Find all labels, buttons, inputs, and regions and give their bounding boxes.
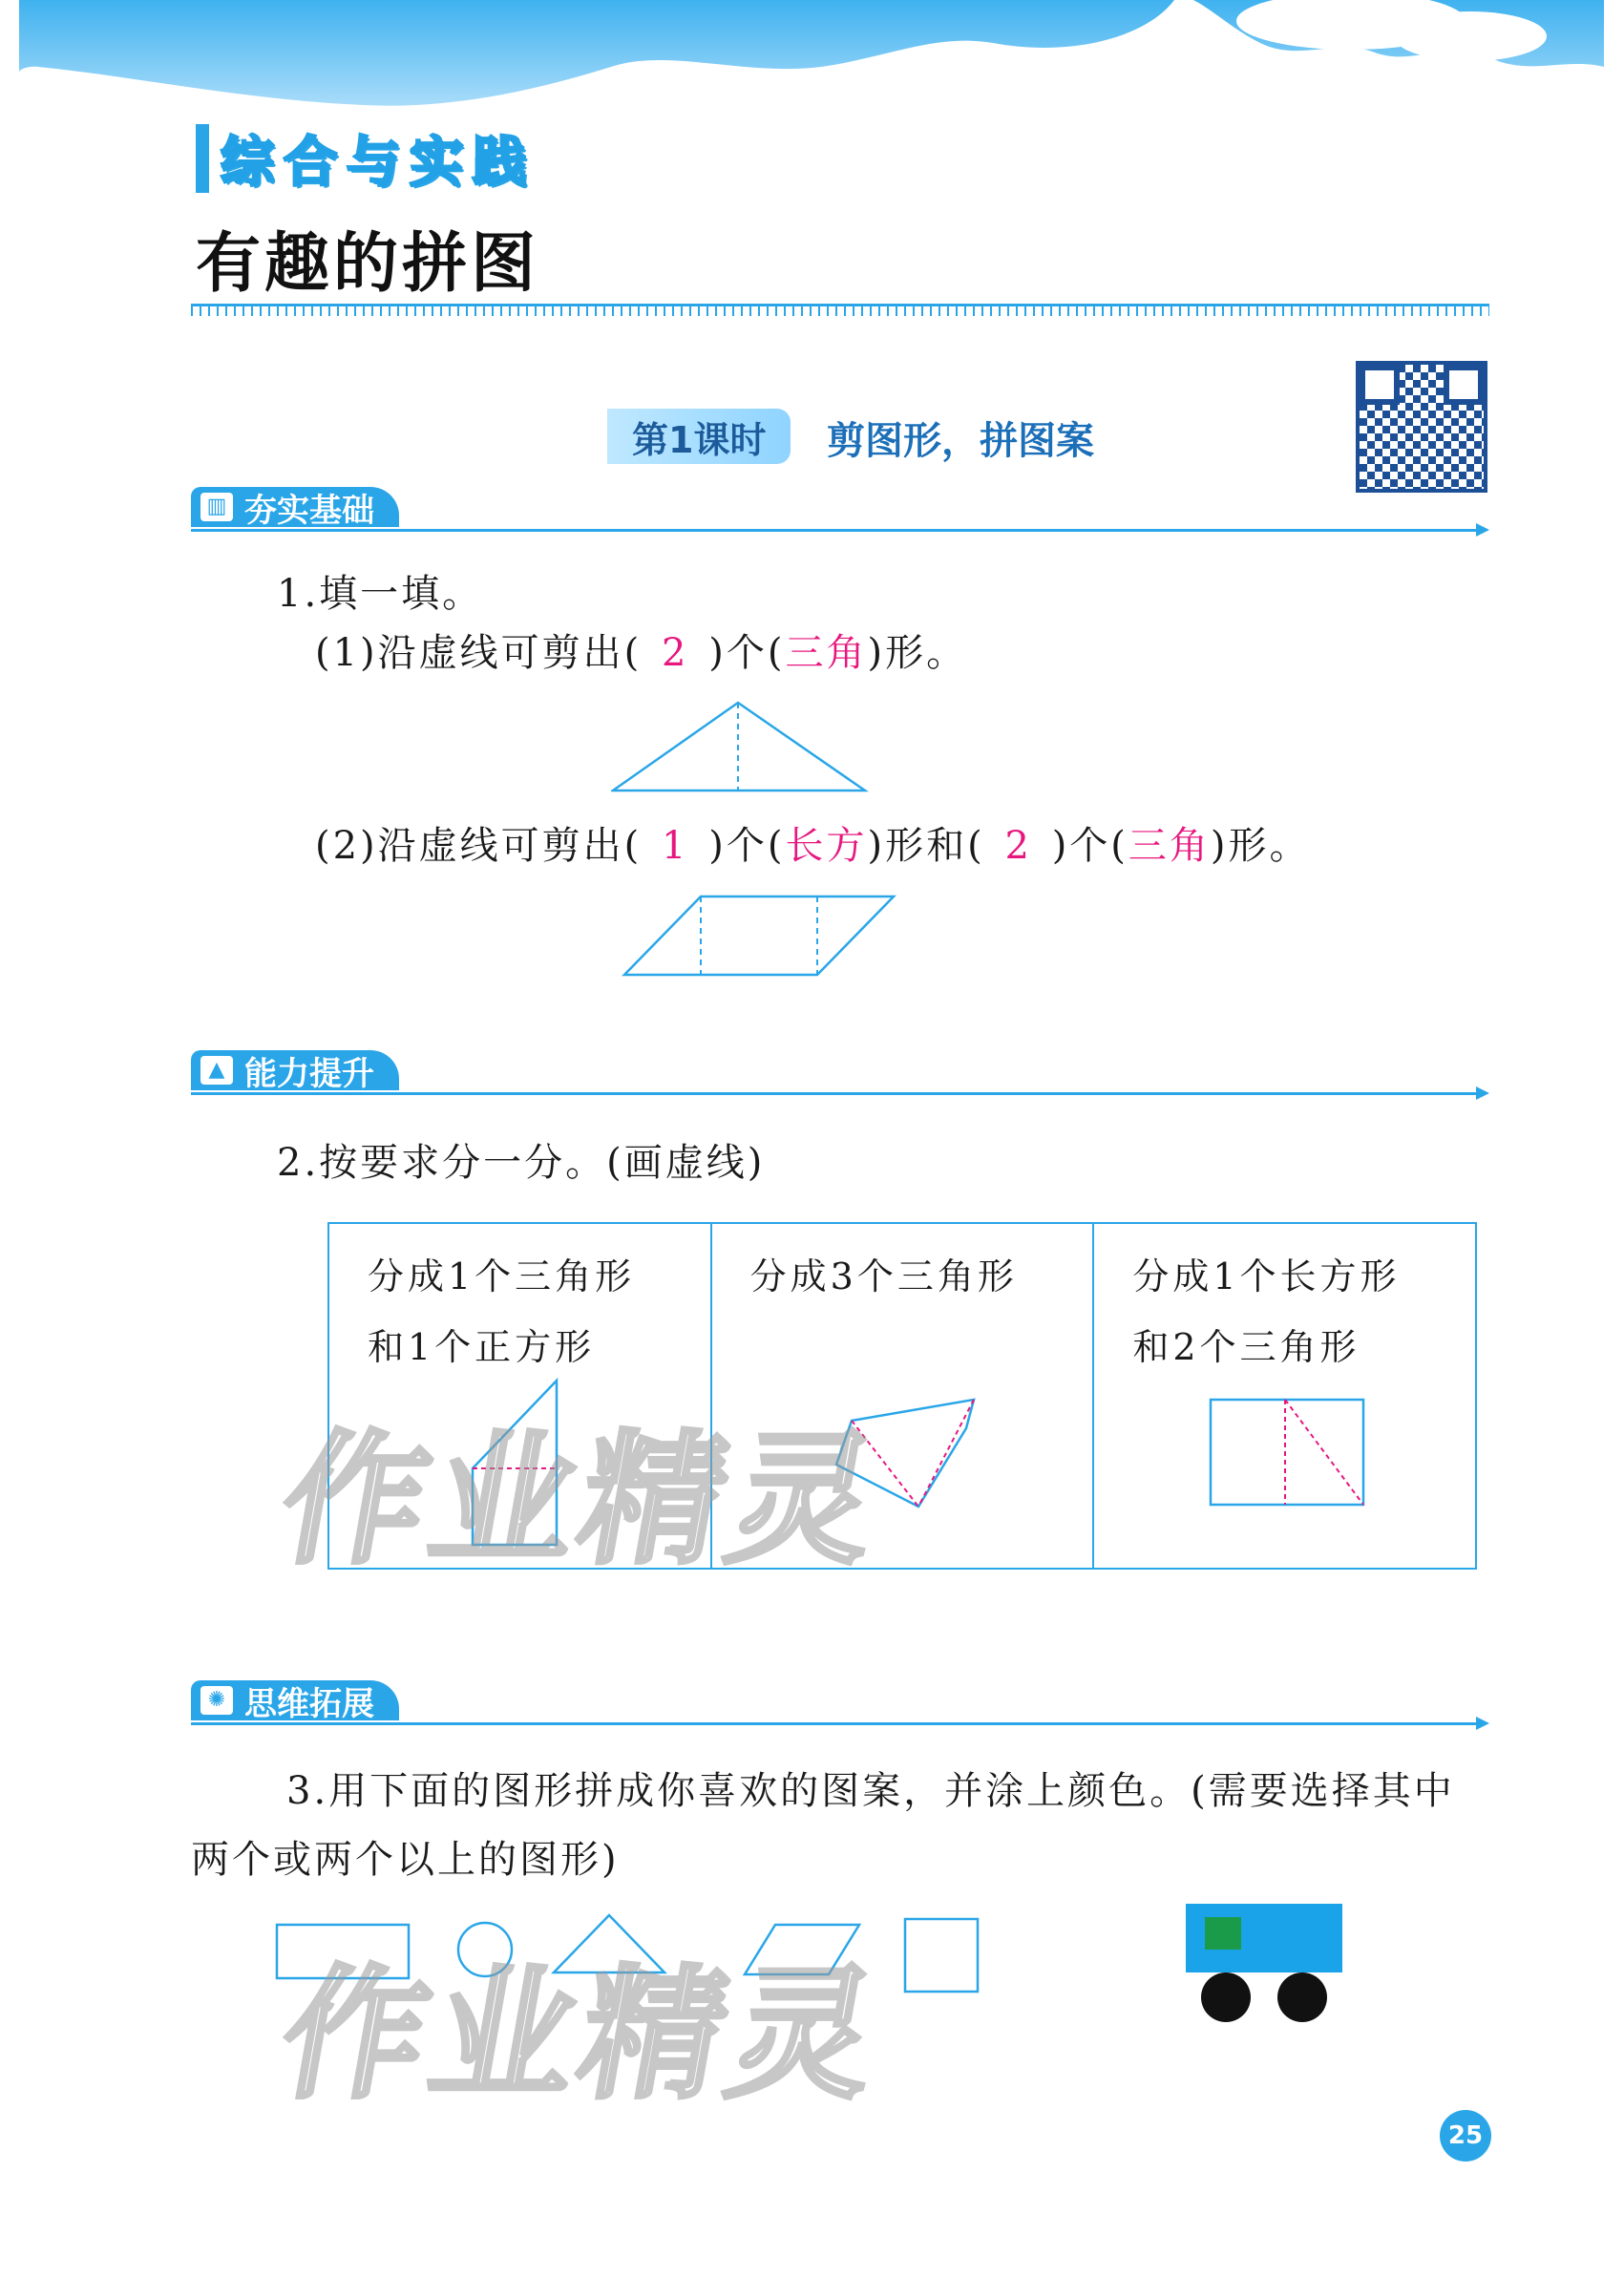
section-rule bbox=[191, 1092, 1480, 1095]
section-label: 夯实基础 bbox=[244, 491, 374, 530]
lesson-number-badge: 第1课时 bbox=[607, 409, 791, 464]
section-rule bbox=[191, 529, 1480, 532]
section-header-ability bbox=[191, 1050, 1489, 1094]
qr-code-icon[interactable] bbox=[1356, 361, 1487, 493]
section-label: 思维拓展 bbox=[244, 1684, 374, 1723]
series-title: 综合与实践 bbox=[196, 124, 553, 193]
q1-stem: 1.填一填。 bbox=[277, 572, 484, 616]
ruler-divider bbox=[191, 304, 1489, 320]
watermark: 作业精灵 bbox=[269, 1952, 895, 2119]
q2-cell-2: 分成3个三角形 bbox=[712, 1224, 1095, 1568]
cloud-banner bbox=[0, 0, 1624, 124]
section-label: 能力提升 bbox=[244, 1054, 374, 1093]
q1-part1: (1)沿虚线可剪出( 2 )个(三角)形。 bbox=[315, 628, 967, 678]
atom-icon: ✺ bbox=[200, 1686, 233, 1715]
q2-stem: 2.按要求分一分。(画虚线) bbox=[277, 1141, 766, 1185]
page-number: 25 bbox=[1440, 2110, 1491, 2162]
graduation-cap-icon: ▲ bbox=[200, 1056, 233, 1085]
section-header-basic bbox=[191, 487, 1489, 531]
truck-illustration bbox=[1182, 1902, 1346, 2026]
book-icon: ▥ bbox=[200, 493, 233, 521]
answer-blank: 三角 bbox=[785, 631, 868, 675]
section-header-thinking bbox=[191, 1680, 1489, 1724]
q3-line2: 两个或两个以上的图形) bbox=[191, 1838, 620, 1882]
q3-line1: 3.用下面的图形拼成你喜欢的图案，并涂上颜色。(需要选择其中 bbox=[286, 1769, 1455, 1813]
arrow-icon bbox=[1476, 1717, 1489, 1730]
answer-blank: 长方 bbox=[785, 824, 868, 868]
answer-blank: 三角 bbox=[1128, 824, 1211, 868]
arrow-icon bbox=[1476, 523, 1489, 537]
arrow-icon bbox=[1476, 1086, 1489, 1100]
q1-part2: (2)沿虚线可剪出( 1 )个(长方)形和( 2 )个(三角)形。 bbox=[315, 821, 1311, 871]
parallelogram-figure bbox=[621, 893, 897, 979]
triangle-figure bbox=[611, 697, 869, 794]
page-title: 有趣的拼图 bbox=[196, 226, 540, 302]
lesson-name: 剪图形，拼图案 bbox=[827, 419, 1094, 463]
watermark: 作业精灵 bbox=[269, 1418, 895, 1584]
rectangle-figure bbox=[1207, 1396, 1367, 1508]
q2-cell-3: 分成1个长方形 和2个三角形 bbox=[1094, 1224, 1475, 1568]
answer-blank: 2 bbox=[1004, 824, 1032, 868]
q2-cell-1: 分成1个三角形 和1个正方形 bbox=[329, 1224, 712, 1568]
answer-blank: 2 bbox=[662, 631, 689, 675]
answer-blank: 1 bbox=[662, 824, 689, 868]
section-rule bbox=[191, 1722, 1480, 1725]
